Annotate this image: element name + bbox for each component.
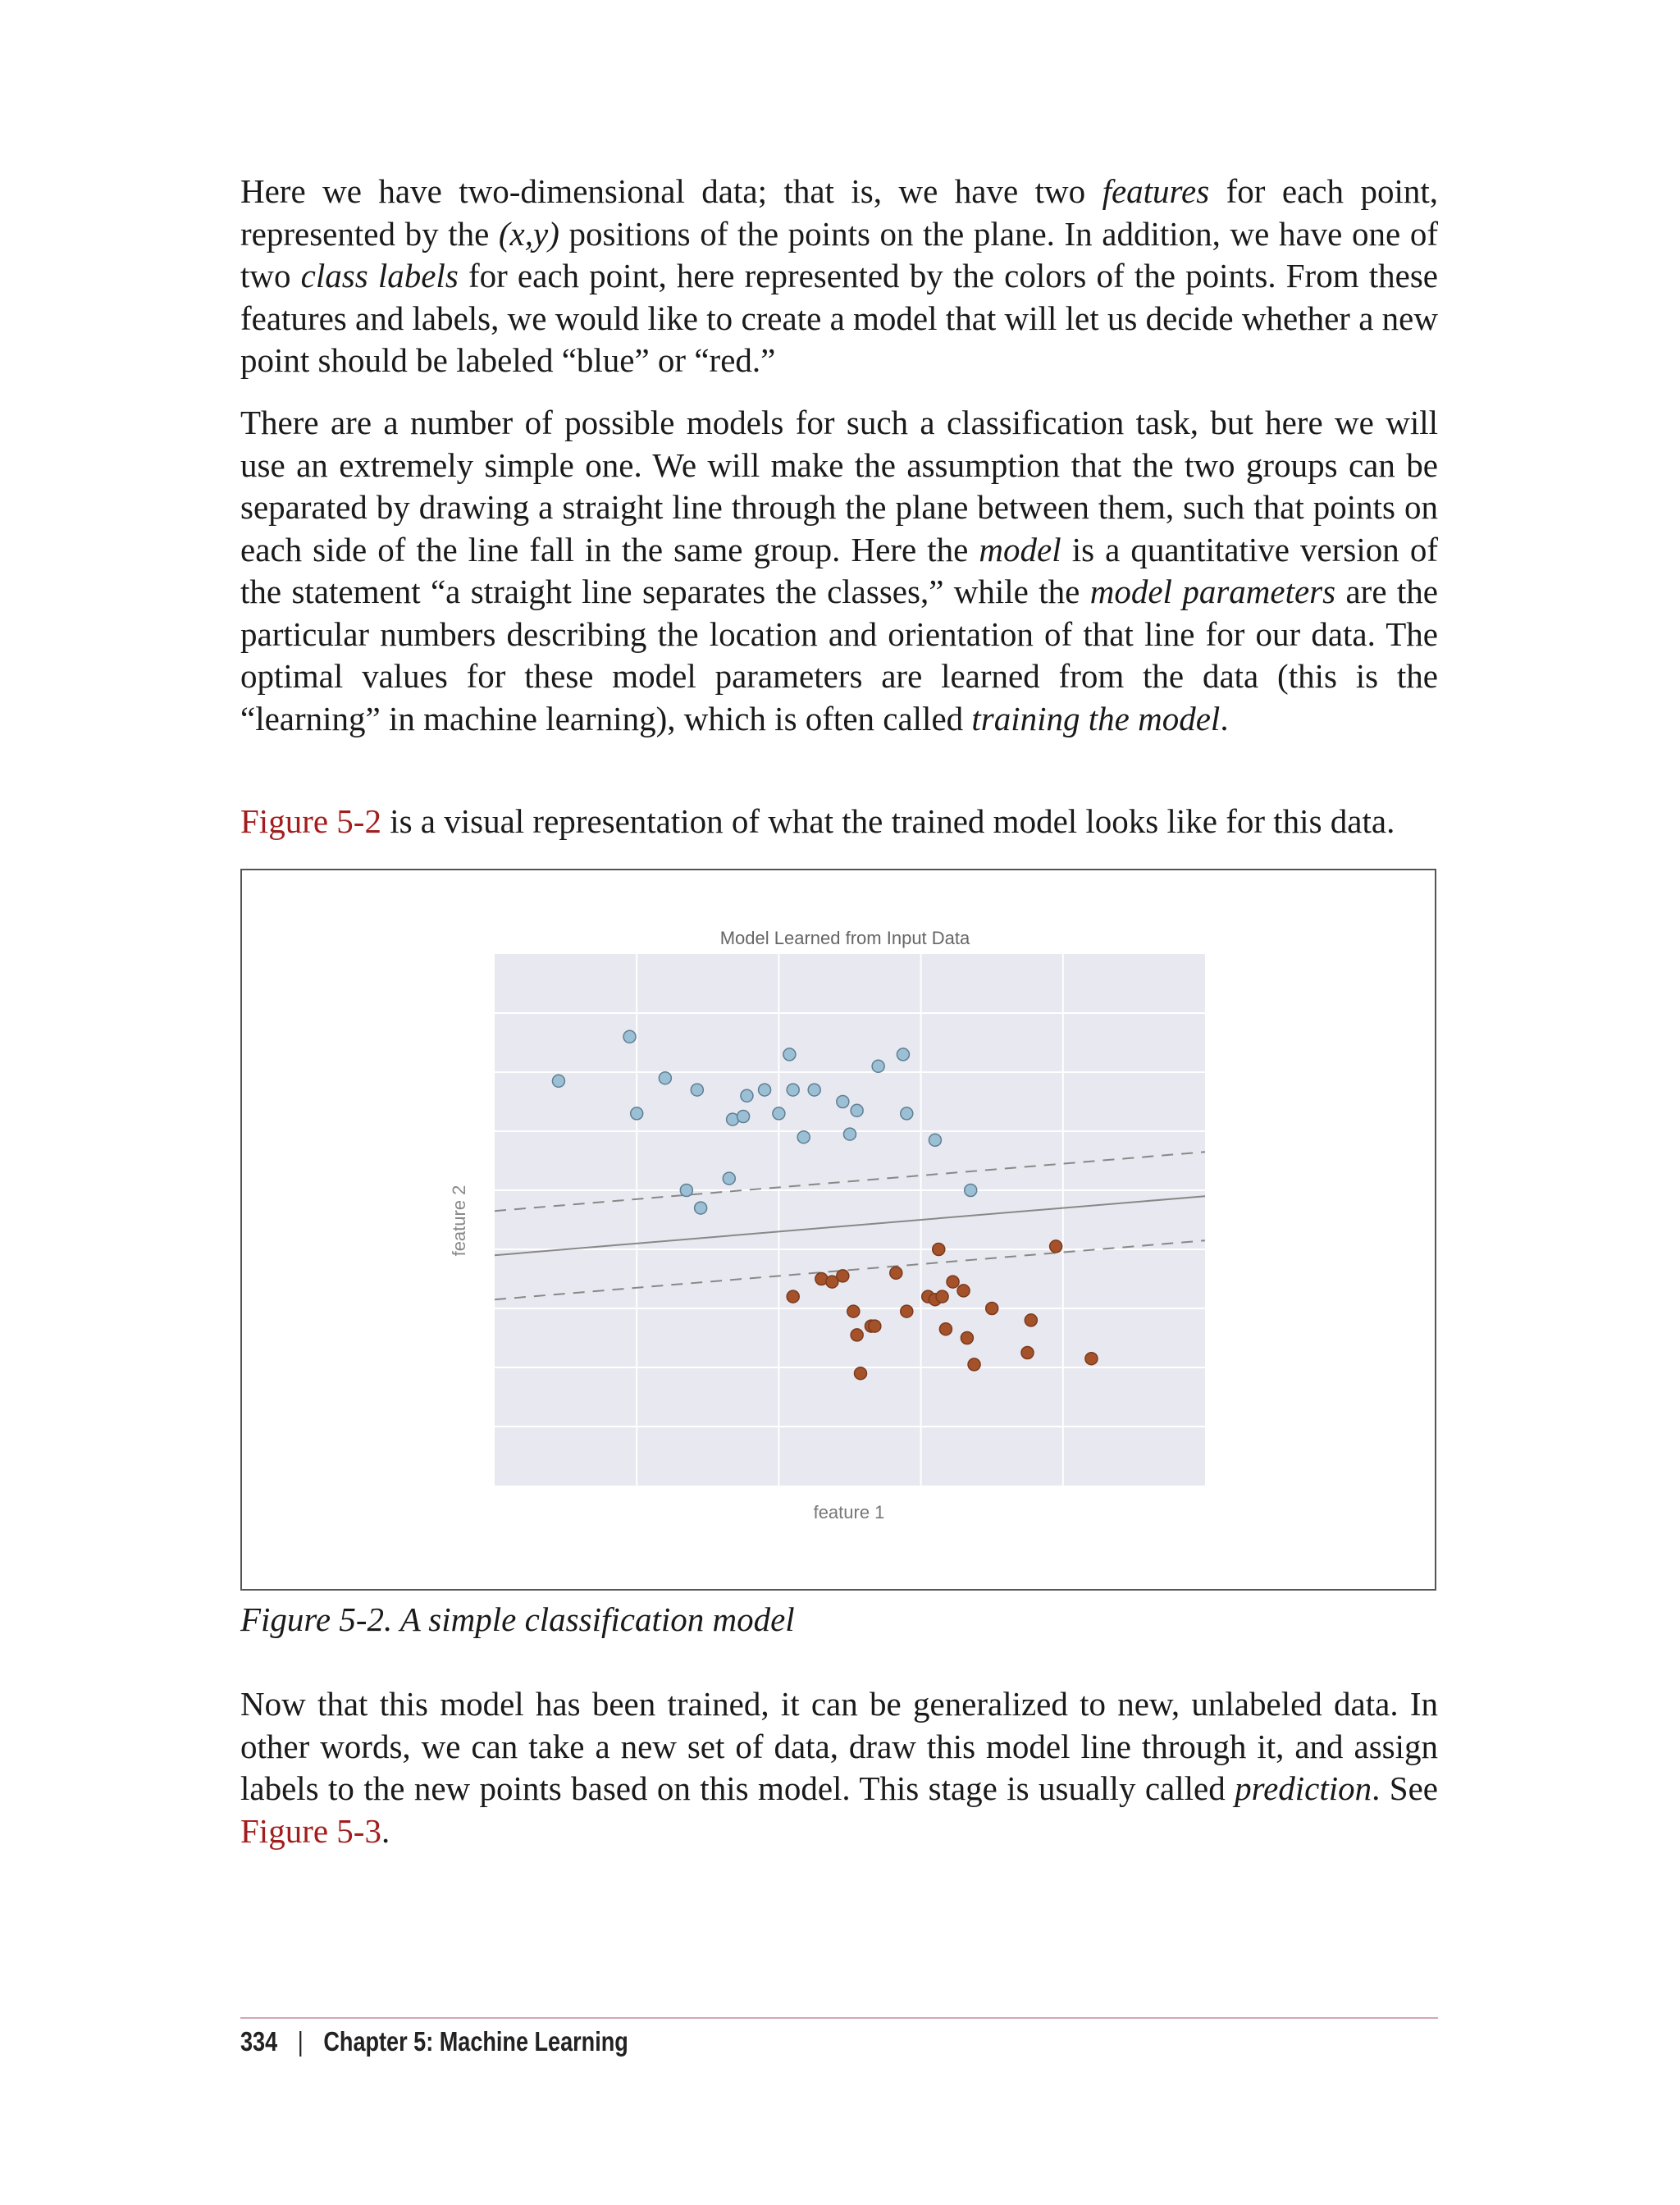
blue-data-point <box>741 1089 753 1102</box>
footer-rule <box>240 2017 1438 2019</box>
red-data-point <box>986 1303 998 1315</box>
paragraph-1: Here we have two-dimensional data; that is, we have two features for each point, represented by the (x,y) positions of the points on the plane. In addition, we have one of two class labels for each point, here represented by the colors of the points. From these features and labels, we would like to create a model that will let us decide whether a new point should be labeled “blue” or “red.” <box>240 172 1439 379</box>
blue-data-point <box>695 1202 707 1214</box>
blue-data-point <box>691 1084 703 1096</box>
red-data-point <box>933 1244 945 1256</box>
paragraph-4: Now that this model has been trained, it can be generalized to new, unlabeled data. In other words, we can take a new set of data, draw this model line through it, and assign labels to the new points based on this model. This stage is usually called prediction. See Figure 5-3. <box>240 1685 1439 1850</box>
chart-title: Model Learned from Input Data <box>719 928 970 948</box>
blue-data-point <box>929 1134 941 1146</box>
page-number: 334 <box>240 2026 278 2057</box>
blue-data-point <box>773 1107 785 1120</box>
blue-data-point <box>723 1172 735 1185</box>
chart-ylabel: feature 2 <box>449 1185 469 1257</box>
red-data-point <box>851 1329 863 1341</box>
chart-xlabel: feature 1 <box>813 1502 885 1522</box>
blue-data-point <box>851 1104 863 1116</box>
blue-data-point <box>783 1048 796 1061</box>
blue-data-point <box>797 1131 810 1144</box>
red-data-point <box>957 1285 970 1297</box>
red-data-point <box>961 1332 973 1344</box>
blue-data-point <box>808 1084 820 1096</box>
red-data-point <box>939 1323 952 1335</box>
blue-data-point <box>623 1030 636 1043</box>
blue-data-point <box>837 1096 849 1108</box>
figure-caption: Figure 5-2. A simple classification model <box>240 1600 795 1638</box>
blue-data-point <box>844 1128 856 1140</box>
chapter-title: Chapter 5: Machine Learning <box>323 2026 628 2057</box>
footer-separator: | <box>297 2026 304 2057</box>
paragraph-2: There are a number of possible models for such a classification task, but here we will use an extremely simple one. We will make the assumption that the two groups can be separated by drawing a straight line through the plane between them, such that points on each side of the line fall in the same group. Here the model is a quantitative version of the statement “a straight line separates the classes,” while the model parameters are the particular numbers describing the location and orientation of that line for our data. The optimal values for these model parameters are learned from the data (this is the “learning” in machine learning), which is often called training the model. <box>240 404 1439 737</box>
blue-data-point <box>872 1060 884 1072</box>
blue-data-point <box>659 1072 671 1084</box>
blue-data-point <box>631 1107 643 1120</box>
blue-data-point <box>901 1107 913 1120</box>
blue-data-point <box>787 1084 799 1096</box>
page-footer <box>240 2026 628 2057</box>
blue-data-point <box>897 1048 909 1061</box>
scatter-chart <box>242 870 1438 1592</box>
red-data-point <box>1085 1353 1098 1365</box>
blue-data-point <box>680 1185 692 1197</box>
blue-data-point <box>737 1111 750 1123</box>
paragraph-3: Figure 5-2 is a visual representation of what the trained model looks like for this data. <box>240 802 1395 840</box>
red-data-point <box>1050 1240 1062 1253</box>
red-data-point <box>890 1267 902 1279</box>
red-data-point <box>901 1305 913 1317</box>
red-data-point <box>837 1270 849 1282</box>
figure-5-2-link[interactable]: Figure 5-2 <box>240 802 381 840</box>
red-data-point <box>936 1290 948 1303</box>
blue-data-point <box>552 1075 564 1087</box>
red-data-point <box>1021 1347 1034 1359</box>
red-data-point <box>854 1367 866 1380</box>
red-data-point <box>787 1290 799 1303</box>
figure-5-2 <box>240 869 1436 1591</box>
figure-5-3-link[interactable]: Figure 5-3 <box>240 1811 381 1850</box>
red-data-point <box>968 1358 980 1371</box>
red-data-point <box>947 1276 959 1288</box>
red-data-point <box>869 1320 881 1332</box>
plot-area <box>495 954 1205 1486</box>
red-data-point <box>1025 1314 1037 1326</box>
red-data-point <box>847 1305 860 1317</box>
blue-data-point <box>759 1084 771 1096</box>
blue-data-point <box>965 1185 977 1197</box>
